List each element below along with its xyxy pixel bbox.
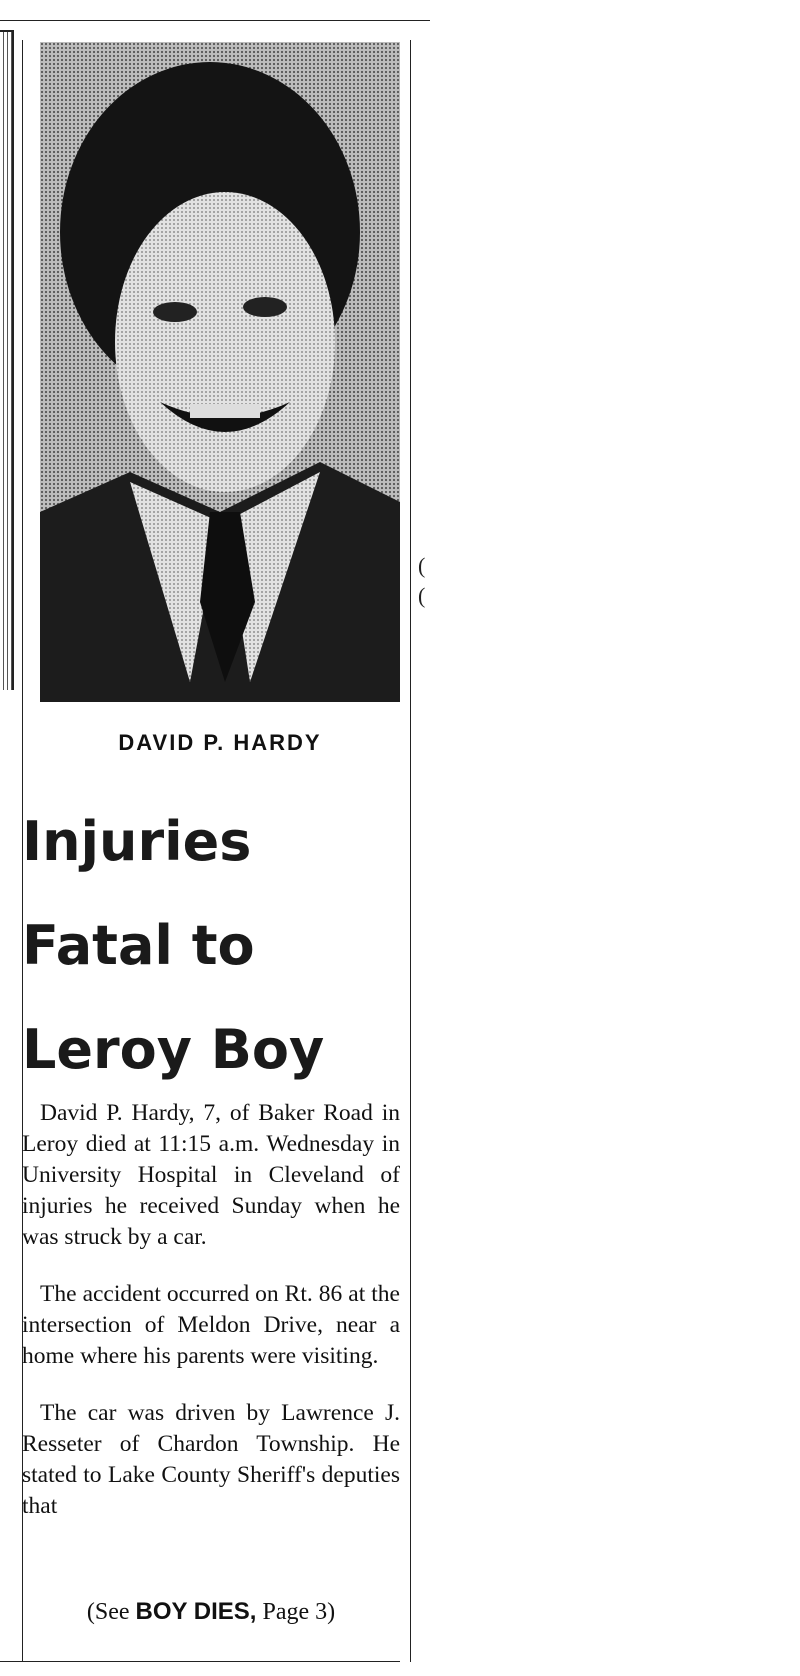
photo-caption: DAVID P. HARDY [118,730,322,755]
paragraph-2: The accident occurred on Rt. 86 at the intersection of Meldon Drive, near a home where his parents were visiting. [22,1281,400,1369]
top-rule [0,20,430,21]
paragraph-3: The car was driven by Lawrence J. Resseter of Chardon Township. He stated to Lake County Sheriff's deputies that [22,1400,400,1519]
bottom-rule [0,1661,400,1662]
headline [22,790,402,1102]
jump-head: BOY DIES, [135,1598,257,1625]
adjacent-column-fragment: ( [418,553,426,578]
adjacent-column-fragment: ( [418,583,426,608]
jump-suffix: Page 3) [262,1599,336,1625]
jump-prefix: (See [86,1599,130,1625]
headline-line-3: Leroy Boy [22,1018,325,1081]
headline-line-2: Fatal to [22,914,255,977]
paragraph-1: David P. Hardy, 7, of Baker Road in Leroy died at 11:15 a.m. Wednesday in University Hospital in Cleveland of injuries he received Sunday when he was struck by a car. [22,1100,400,1250]
article-body [22,1098,400,1548]
adjacent-column-border [0,30,14,690]
column-right-rule [410,40,411,1662]
portrait-image [40,42,400,702]
headline-line-1: Injuries [22,810,252,873]
portrait-photo [40,42,400,702]
continuation-line [22,1598,400,1626]
